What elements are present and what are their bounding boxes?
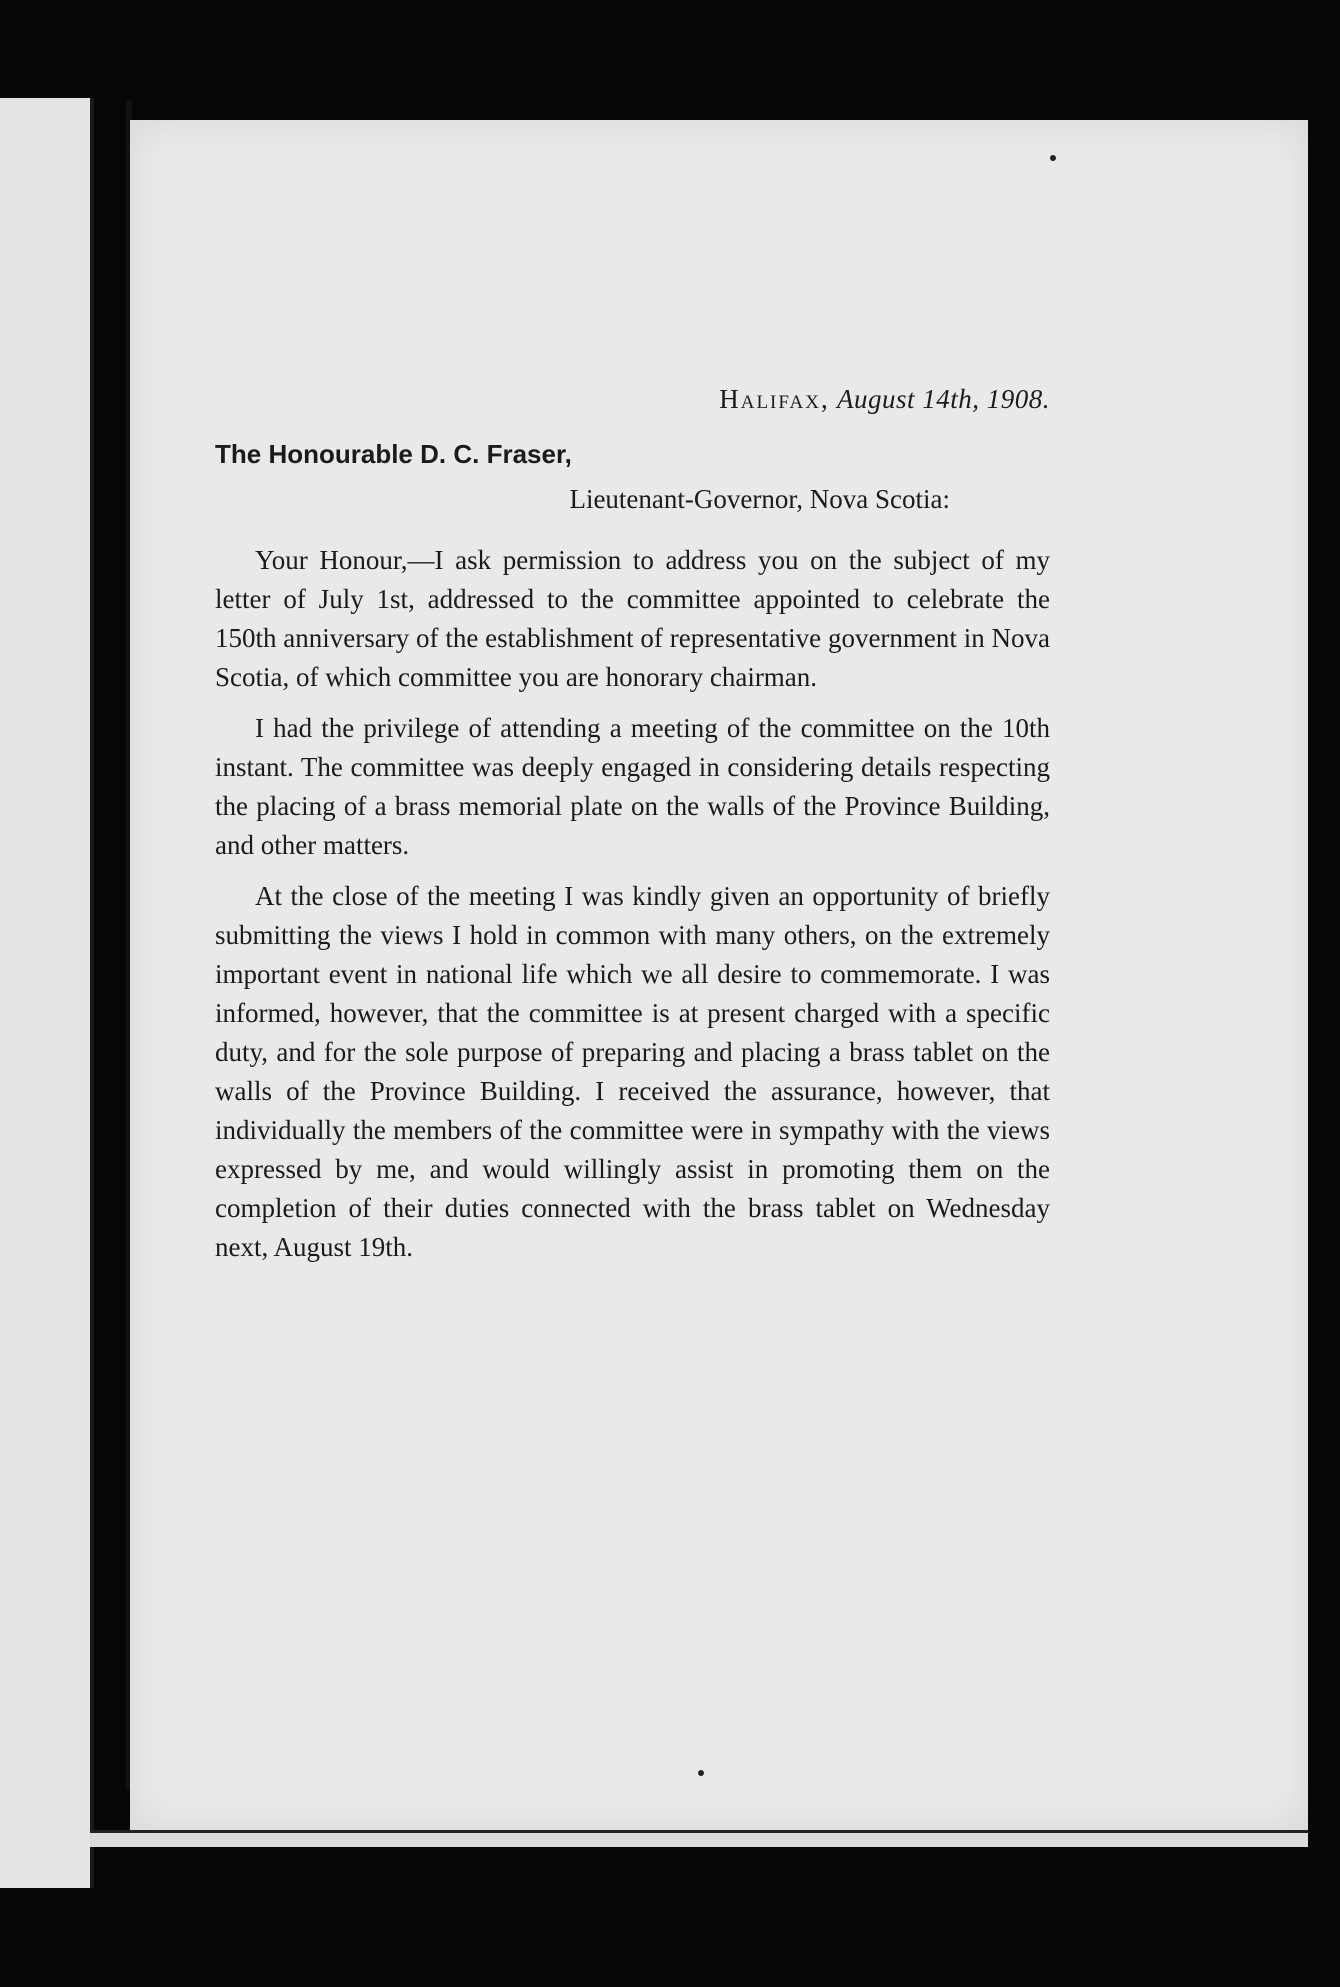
dateline — [215, 380, 1050, 419]
facing-page-edge — [0, 98, 94, 1888]
page-speck — [1050, 155, 1056, 161]
letter-body — [215, 380, 1050, 1279]
addressee-name: The Honourable D. C. Fraser, — [215, 439, 572, 469]
paragraph: At the close of the meeting I was kindly given an opportunity of briefly submitting the views I hold in common with many others, on the extremely important event in national life which we all desire to commemorate. I was informed, however, that the committee is at present charged with a specific duty, and for the sole purpose of preparing and placing a brass tablet on the walls of the Province Building. I received the assurance, however, that individually the members of the committee were in sympathy with the views expressed by me, and would willingly assist in promoting them on the completion of their duties connected with the brass tablet on Wednesday next, August 19th. — [215, 881, 1050, 1262]
paragraph: Your Honour,—I ask permission to address you on the subject of my letter of July 1st, addressed to the committee appointed to celebrate the 150th anniversary of the establishment of representative government in Nova Scotia, of which committee you are honorary chairman. — [215, 545, 1050, 692]
addressee-title: Lieutenant-Governor, Nova Scotia: — [569, 484, 950, 514]
paragraph: I had the privilege of attending a meeting of the committee on the 10th instant. The committee was deeply engaged in considering details respecting the placing of a brass memorial plate on the walls of the Province Building, and other matters. — [215, 713, 1050, 860]
dateline-date: August 14th, 1908. — [836, 384, 1050, 414]
page-bottom-edge — [90, 1830, 1308, 1847]
dateline-place: Halifax, — [719, 384, 830, 414]
page-speck — [698, 1770, 704, 1776]
